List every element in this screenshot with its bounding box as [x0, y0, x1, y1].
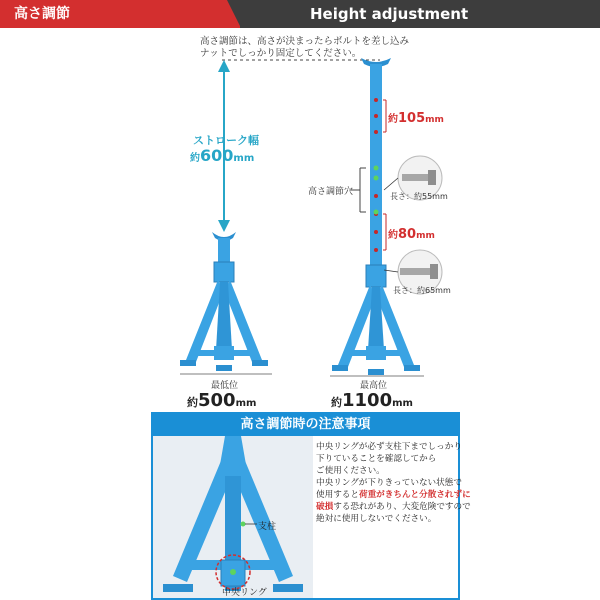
lower-gap-value: 80: [398, 227, 417, 242]
caution-illustration: [153, 436, 313, 598]
header-badge-text: 高さ調節: [14, 6, 70, 22]
upper-gap-prefix: 約: [388, 114, 398, 125]
holes-label: 高さ調節穴: [308, 187, 354, 197]
stroke-number: 600: [200, 146, 234, 165]
upper-gap-label: [388, 107, 444, 126]
caution-text: [316, 441, 471, 525]
max-height-caption: 最高位: [360, 381, 388, 391]
stroke-value: [190, 146, 254, 165]
lower-gap-label: [388, 223, 435, 242]
stroke-unit: mm: [233, 153, 255, 164]
max-height-prefix: 約: [331, 396, 342, 409]
caution-title: 高さ調節時の注意事項: [153, 414, 458, 436]
pillar-label: 支柱: [258, 522, 277, 532]
caution-line-6-emphasis: 破損: [316, 502, 334, 512]
max-height-value: [331, 390, 413, 411]
caution-line-6: [316, 501, 471, 513]
caution-line-7: 絶対に使用しないでください。: [316, 514, 437, 524]
caution-line-4: 中央リングが下りきっていない状態で: [316, 478, 462, 488]
caution-line-6-rest: する恐れがあり、大変危険ですので: [333, 502, 471, 512]
min-height-number: 500: [198, 390, 236, 411]
min-height-value: [187, 390, 256, 411]
max-height-number: 1100: [342, 390, 393, 411]
upper-gap-unit: mm: [425, 115, 444, 125]
bolt-short-label: 長さ：約55mm: [390, 192, 448, 201]
lower-gap-unit: mm: [416, 231, 435, 241]
stroke-label: ストローク幅: [193, 134, 259, 147]
caution-line-5-emphasis: 荷重がきちんと分散されずに: [358, 490, 471, 500]
intro-line-2: ナットでしっかり固定してください。: [200, 48, 362, 59]
upper-gap-value: 105: [398, 111, 426, 126]
max-height-unit: mm: [392, 398, 413, 409]
header-title: Height adjustment: [310, 5, 469, 23]
bolt-long-label: 長さ：約65mm: [393, 286, 451, 295]
caution-line-3: ご使用ください。: [316, 466, 385, 476]
stand-lowest: [180, 232, 268, 371]
caution-line-5-prefix: 使用すると: [316, 490, 359, 500]
min-height-unit: mm: [235, 398, 257, 409]
caution-line-2: 下りていることを確認してから: [316, 454, 437, 464]
stroke-prefix: 約: [190, 153, 200, 164]
ring-label: 中央リング: [222, 588, 267, 598]
intro-line-1: 高さ調節は、高さが決まったらボルトを差し込み: [200, 36, 410, 47]
min-height-caption: 最低位: [211, 381, 239, 391]
caution-line-5: [316, 489, 471, 501]
lower-gap-prefix: 約: [388, 230, 398, 241]
min-height-prefix: 約: [187, 396, 198, 409]
stand-highest: [332, 58, 420, 375]
caution-line-1: 中央リングが必ず支柱下までしっかり: [316, 442, 462, 452]
